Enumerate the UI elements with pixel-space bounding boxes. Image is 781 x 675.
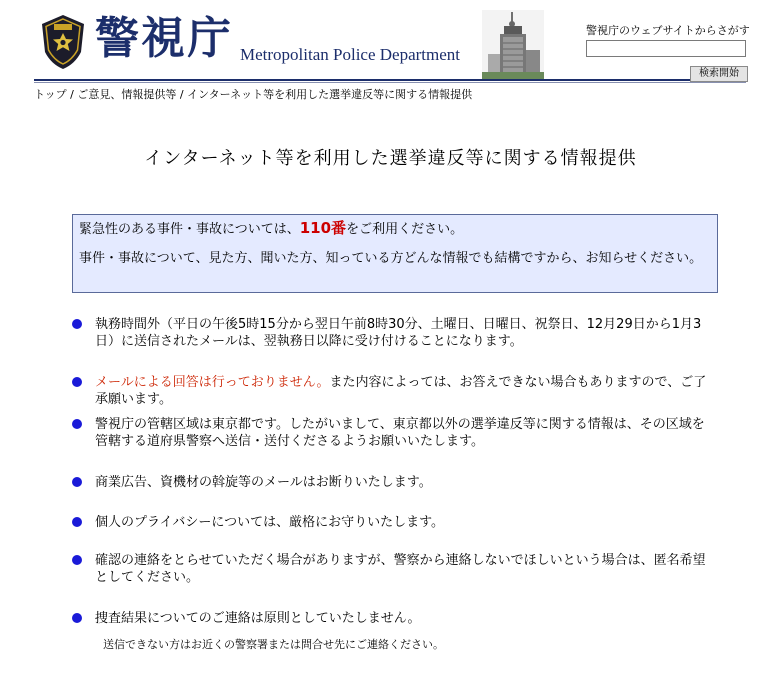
no-reply-notice: メールによる回答は行っておりません。 — [95, 375, 330, 390]
list-item-text: 執務時間外（平日の午後5時15分から翌日午前8時30分、土曜日、日曜日、祝祭日、12月29日から1月3日）に送信されたメールは、翌執務日以降に受け付けることになります。 — [95, 317, 702, 349]
police-station-link[interactable]: 警察署 — [235, 638, 268, 651]
list-item — [72, 610, 712, 627]
list-item-text: 個人のプライバシーについては、厳格にお守りいたします。 — [95, 515, 445, 530]
breadcrumb-separator: / — [176, 88, 188, 101]
search-submit-button[interactable]: 検索開始 — [690, 66, 748, 82]
header-rule — [34, 79, 746, 81]
list-item-text: 商業広告、資機材の斡旋等のメールはお断りいたします。 — [95, 475, 432, 490]
list-item — [72, 474, 712, 491]
list-item-text: 確認の連絡をとらせていただく場合がありますが、警察から連絡しないでほしいという場合は、匿名希望としてください。 — [95, 553, 706, 585]
police-emblem-icon — [40, 14, 86, 70]
footnote — [103, 636, 444, 652]
footnote-pre: 送信できない方はお近くの — [103, 638, 235, 651]
notice-line-1 — [79, 219, 711, 239]
breadcrumb — [34, 86, 472, 102]
site-header — [0, 0, 781, 90]
list-item — [72, 514, 712, 531]
list-item — [72, 552, 712, 586]
breadcrumb-link-opinion[interactable]: ご意見、情報提供等 — [77, 88, 177, 101]
list-item-text: 警視庁の管轄区域は東京都です。したがいまして、東京都以外の選挙違反等に関する情報は、その区域を管轄する道府県警察へ送信・送付くださるようお願いいたします。 — [95, 417, 705, 449]
breadcrumb-current: インターネット等を利用した選挙違反等に関する情報提供 — [187, 88, 473, 101]
footnote-post: または問合せ先にご連絡ください。 — [268, 638, 444, 651]
bullet-icon — [72, 377, 82, 387]
bullet-icon — [72, 319, 82, 329]
header-rule-shadow — [34, 82, 746, 83]
search-label: 警視庁のウェブサイトからさがす — [586, 24, 750, 37]
emergency-notice-box — [72, 214, 718, 293]
bullet-icon — [72, 517, 82, 527]
list-item — [72, 416, 712, 450]
headquarters-building-icon — [482, 10, 544, 80]
list-item — [72, 374, 712, 408]
emergency-number: 110番 — [299, 219, 347, 237]
logo-text-en: Metropolitan Police Department — [240, 45, 460, 64]
list-item — [72, 316, 712, 350]
logo-text-jp: 警視庁 — [95, 13, 233, 64]
bullet-icon — [72, 419, 82, 429]
notice-line-1-post: をご利用ください。 — [346, 222, 464, 237]
list-item-text: 捜査結果についてのご連絡は原則としていたしません。 — [95, 611, 421, 626]
bullet-icon — [72, 613, 82, 623]
page-title: インターネット等を利用した選挙違反等に関する情報提供 — [144, 148, 637, 169]
notice-line-2: 事件・事故について、見た方、聞いた方、知っている方どんな情報でも結構ですから、お知らせください。 — [79, 251, 703, 266]
no-reply-detail: また内容によっては、お答えできない場合もありますので、ご了承願います。 — [95, 375, 707, 407]
list-item-text — [95, 374, 712, 408]
breadcrumb-link-top[interactable]: トップ — [34, 88, 67, 101]
notice-line-1-pre: 緊急性のある事件・事故については、 — [79, 222, 300, 237]
bullet-icon — [72, 555, 82, 565]
site-search-input[interactable] — [586, 40, 746, 57]
bullet-icon — [72, 477, 82, 487]
breadcrumb-separator: / — [66, 88, 78, 101]
